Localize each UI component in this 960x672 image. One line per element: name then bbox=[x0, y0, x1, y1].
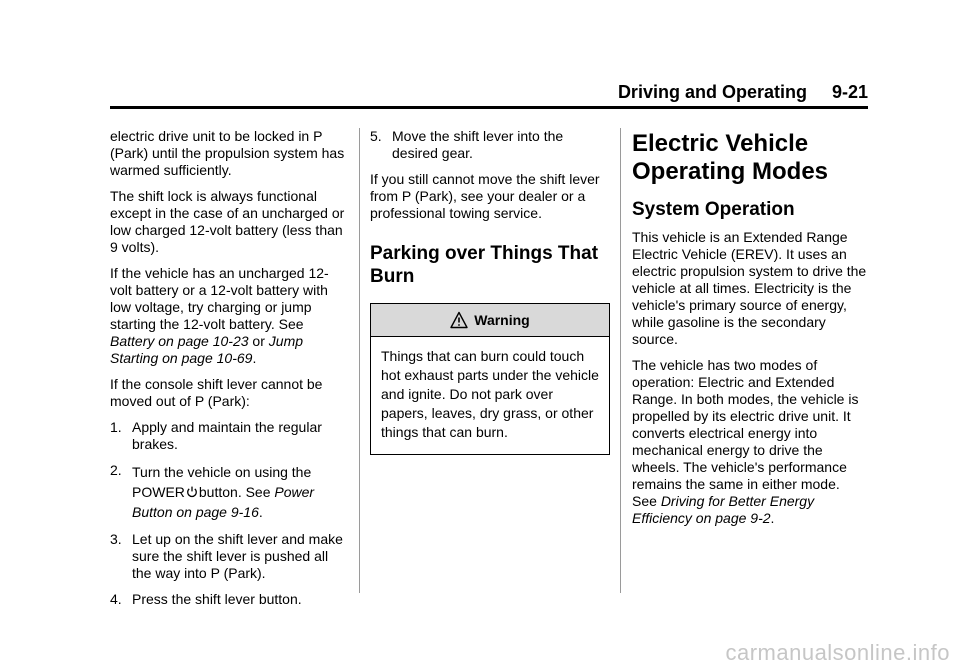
section-heading: Parking over Things That Burn bbox=[370, 243, 599, 287]
page-header bbox=[110, 80, 868, 109]
watermark: carmanualsonline.info bbox=[725, 640, 950, 665]
cross-reference-power-button[interactable]: Power Button on page 9-16 bbox=[132, 484, 315, 520]
list-text: Apply and maintain the regular brakes. bbox=[132, 419, 322, 452]
warning-box bbox=[370, 303, 610, 455]
list-text: Press the shift lever button. bbox=[132, 591, 302, 607]
list-number: 4. bbox=[110, 591, 122, 607]
column-divider-right bbox=[620, 128, 621, 593]
list-number: 1. bbox=[110, 419, 122, 435]
warning-header bbox=[371, 304, 609, 337]
paragraph: If the console shift lever cannot be moved out of P (Park): bbox=[110, 376, 323, 409]
list-item bbox=[370, 128, 610, 162]
paragraph: The vehicle has two modes of operation: Electric and Extended Range. In both modes, the vehicle is propelled by its electric drive unit. It converts electrical energy into mechanical energy to drive the wheels. The vehicle's performance remains the same in either mode. See Driving for Better Energy Efficiency on page 9-2. bbox=[632, 357, 859, 526]
paragraph: electric drive unit to be locked in P (Park) until the propulsion system has warmed sufficiently. bbox=[110, 128, 345, 178]
warning-title: Warning bbox=[474, 311, 530, 328]
header-title: Driving and Operating 9-21 bbox=[617, 82, 868, 102]
list-text: Move the shift lever into the desired gear. bbox=[392, 128, 564, 161]
list-item bbox=[110, 462, 350, 522]
warning-triangle-icon bbox=[450, 311, 468, 329]
list-text: Turn the vehicle on using the POWER button. See Power Button on page 9-16. bbox=[132, 464, 315, 520]
power-icon bbox=[186, 486, 198, 498]
column-left bbox=[110, 128, 350, 617]
paragraph: This vehicle is an Extended Range Electric Vehicle (EREV). It uses an electric propulsion system to drive the vehicle at all times. Electricity is the vehicle's primary source of energy, while gasoline is the secondary source. bbox=[632, 229, 867, 347]
column-middle bbox=[370, 128, 610, 455]
list-text: Let up on the shift lever and make sure the shift lever is pushed all the way into P (Park). bbox=[132, 531, 343, 581]
paragraph: The shift lock is always functional except in the case of an uncharged or low charged 12-volt battery (less than 9 volts). bbox=[110, 188, 345, 255]
list-item bbox=[110, 419, 350, 453]
paragraph: If you still cannot move the shift lever from P (Park), see your dealer or a professional towing service. bbox=[370, 171, 600, 221]
warning-body: Things that can burn could touch hot exhaust parts under the vehicle and ignite. Do not park over papers, leaves, dry grass, or other things that can burn. bbox=[381, 348, 599, 440]
list-number: 3. bbox=[110, 531, 122, 547]
list-number: 2. bbox=[110, 462, 122, 478]
list-number: 5. bbox=[370, 128, 382, 144]
paragraph: If the vehicle has an uncharged 12-volt battery or a 12-volt battery with low voltage, try charging or jump starting the 12-volt battery. See Battery on page 10-23 or Jump Starting on page 10-69. bbox=[110, 265, 329, 366]
column-right bbox=[632, 128, 868, 536]
cross-reference-jump-starting[interactable]: Jump Starting on page 10-69 bbox=[110, 333, 304, 366]
subsection-heading: System Operation bbox=[632, 199, 795, 220]
column-divider-left bbox=[359, 128, 360, 593]
cross-reference-energy-efficiency[interactable]: Driving for Better Energy Efficiency on page 9-2 bbox=[632, 493, 815, 526]
cross-reference-battery[interactable]: Battery on page 10-23 bbox=[110, 333, 249, 349]
list-item bbox=[110, 531, 350, 582]
chapter-heading: Electric Vehicle Operating Modes bbox=[632, 130, 829, 185]
list-item bbox=[110, 591, 350, 608]
